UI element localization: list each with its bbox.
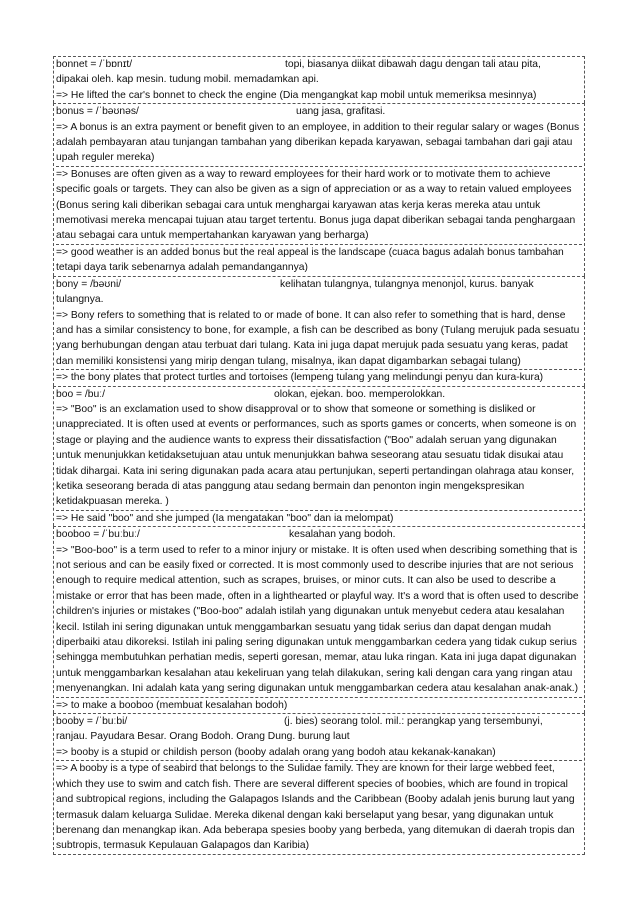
entry-bonus: [53, 103, 585, 275]
entry-header: [56, 57, 582, 72]
headword: boo = /buː/: [56, 388, 105, 400]
entry-booby: [53, 713, 585, 855]
entry-header: [56, 714, 582, 729]
example: => "Boo" is an exclamation used to show disapproval or to show that someone or something is disliked or unappreciated. It is often used at events or performances, such as sports games or concerts, when someone is on stage or playing and the audience wants to express their dissatisfaction ("Boo" adalah seruan yang digunakan untuk menunjukkan ketidaksetujuan atau untuk menunjukkan bahwa seseorang atau sesuatu tidak disukai atau tidak dihargai. Kata ini sering digunakan pada acara atau pertunjukan, seperti pertandingan olahraga atau konser, ketika seseorang berada di atas panggung atau sedang bermain dan penonton ingin mengekspresikan ketidakpuasan mereka. ): [56, 402, 582, 511]
example: => A booby is a type of seabird that belongs to the Sulidae family. They are known for their large webbed feet, which they use to swim and catch fish. There are several different species of boobies, which are found in tropical and subtropical regions, including the Galapagos Islands and the Caribbean (Booby adalah jenis burung laut yang termasuk dalam keluarga Sulidae. Mereka dikenal dengan kaki berselaput yang besar, yang digunakan untuk berenang dan menangkap ikan. Ada beberapa spesies booby yang berbeda, yang ditemukan di daerah tropis dan subtropis, termasuk Kepulauan Galapagos dan Karibia): [56, 763, 575, 852]
dictionary-page: [53, 56, 585, 855]
entry-booboo: [53, 526, 585, 713]
example: => He lifted the car's bonnet to check the engine (Dia mengangkat kap mobil untuk memeriksa mesinnya): [56, 89, 537, 101]
meaning-continued: dipakai oleh. kap mesin. tudung mobil. memadamkan api.: [56, 74, 319, 86]
meaning-continued: tulangnya.: [56, 294, 104, 306]
example: => "Boo-boo" is a term used to refer to a minor injury or mistake. It is often used when describing something that is not serious and can be easily fixed or corrected. It is most commonly used to describe injuries that are not serious enough to require medical attention, such as scrapes, bruises, or minor cuts. It can also be used to describe a mistake or error that has been made, often in a lighthearted or playful way. It's a word that is often used to describe children's injuries or mistakes ("Boo-boo" adalah istilah yang digunakan untuk menyebut cedera atau kesalahan kecil. Istilah ini sering digunakan untuk menggambarkan sesuatu yang tidak serius dan dapat dengan mudah diperbaiki atau dikoreksi. Istilah ini paling sering digunakan untuk menggambarkan cedera yang tidak cukup serius sehingga membutuhkan perhatian medis, seperti goresan, memar, atau luka ringan. Kata ini juga dapat digunakan untuk menggambarkan kesalahan atau kekeliruan yang telah dilakukan, sering kali dengan cara yang ringan atau menyenangkan. Ini adalah kata yang sering digunakan untuk menggambarkan cedera atau kesalahan anak-anak.): [56, 543, 582, 698]
example: => He said "boo" and she jumped (Ia mengatakan "boo" dan ia melompat): [56, 512, 394, 524]
entry-header: [56, 104, 582, 119]
meaning: kesalahan yang bodoh.: [289, 529, 396, 541]
headword: bony = /bəʊni/: [56, 278, 122, 290]
meaning: uang jasa, grafitasi.: [296, 106, 386, 118]
meaning: topi, biasanya diikat dibawah dagu dengan tali atau pita,: [285, 59, 541, 70]
meaning: kelihatan tulangnya, tulangnya menonjol, kurus. banyak: [280, 278, 534, 290]
headword: booboo = /ˈbuːbuː/: [56, 529, 140, 541]
entry-bonnet: [53, 56, 585, 103]
headword: bonnet = /ˈbɒnɪt/: [56, 59, 133, 70]
entry-bony: [53, 276, 585, 386]
entry-header: [56, 527, 582, 542]
entry-boo: [53, 386, 585, 527]
example: => to make a booboo (membuat kesalahan bodoh): [56, 699, 288, 711]
example: => Bonuses are often given as a way to reward employees for their hard work or to motivate them to achieve specific goals or targets. They can also be given as a sign of appreciation or as a way to retain valued employees (Bonus sering kali diberikan sebagai cara untuk menghargai karyawan atas kerja keras mereka atau untuk memotivasi mereka mencapai tujuan atau target tertentu. Bonus juga dapat diberikan sebagai tanda penghargaan atau sebagai cara untuk mempertahankan karyawan yang berharga): [56, 167, 582, 245]
headword: bonus = /ˈbəʊnəs/: [56, 106, 139, 118]
example: => A bonus is an extra payment or benefit given to an employee, in addition to their regular salary or wages (Bonus adalah pembayaran atau tunjangan tambahan yang diberikan kepada karyawan, sebagai tambahan dari gaji atau upah reguler mereka): [56, 120, 582, 167]
example: => the bony plates that protect turtles and tortoises (lempeng tulang yang melindungi penyu dan kura-kura): [56, 372, 544, 384]
entry-header: [56, 387, 582, 402]
meaning: (j. bies) seorang tolol. mil.: perangkap yang tersembunyi,: [284, 716, 543, 728]
example: => Bony refers to something that is related to or made of bone. It can also refer to something that is hard, dense and has a similar consistency to bone, for example, a fish can be described as bony (Tulang merujuk pada sesuatu yang berhubungan dengan atau terbuat dari tulang. Kata ini juga dapat merujuk pada sesuatu yang keras, padat dan memiliki konsistensi yang mirip dengan tulang, misalnya, ikan dapat digambarkan sebagai tulang): [56, 308, 582, 371]
meaning-continued: ranjau. Payudara Besar. Orang Bodoh. Orang Dung. burung laut: [56, 731, 350, 743]
example: => booby is a stupid or childish person (booby adalah orang yang bodoh atau kekanak-kanakan): [56, 745, 582, 761]
entry-header: [56, 277, 582, 292]
headword: booby = /ˈbuːbi/: [56, 716, 128, 728]
example: => good weather is an added bonus but the real appeal is the landscape (cuaca bagus adalah bonus tambahan tetapi daya tarik sebenarnya adalah pemandangannya): [56, 246, 564, 274]
meaning: olokan, ejekan. boo. memperolokkan.: [274, 388, 446, 400]
